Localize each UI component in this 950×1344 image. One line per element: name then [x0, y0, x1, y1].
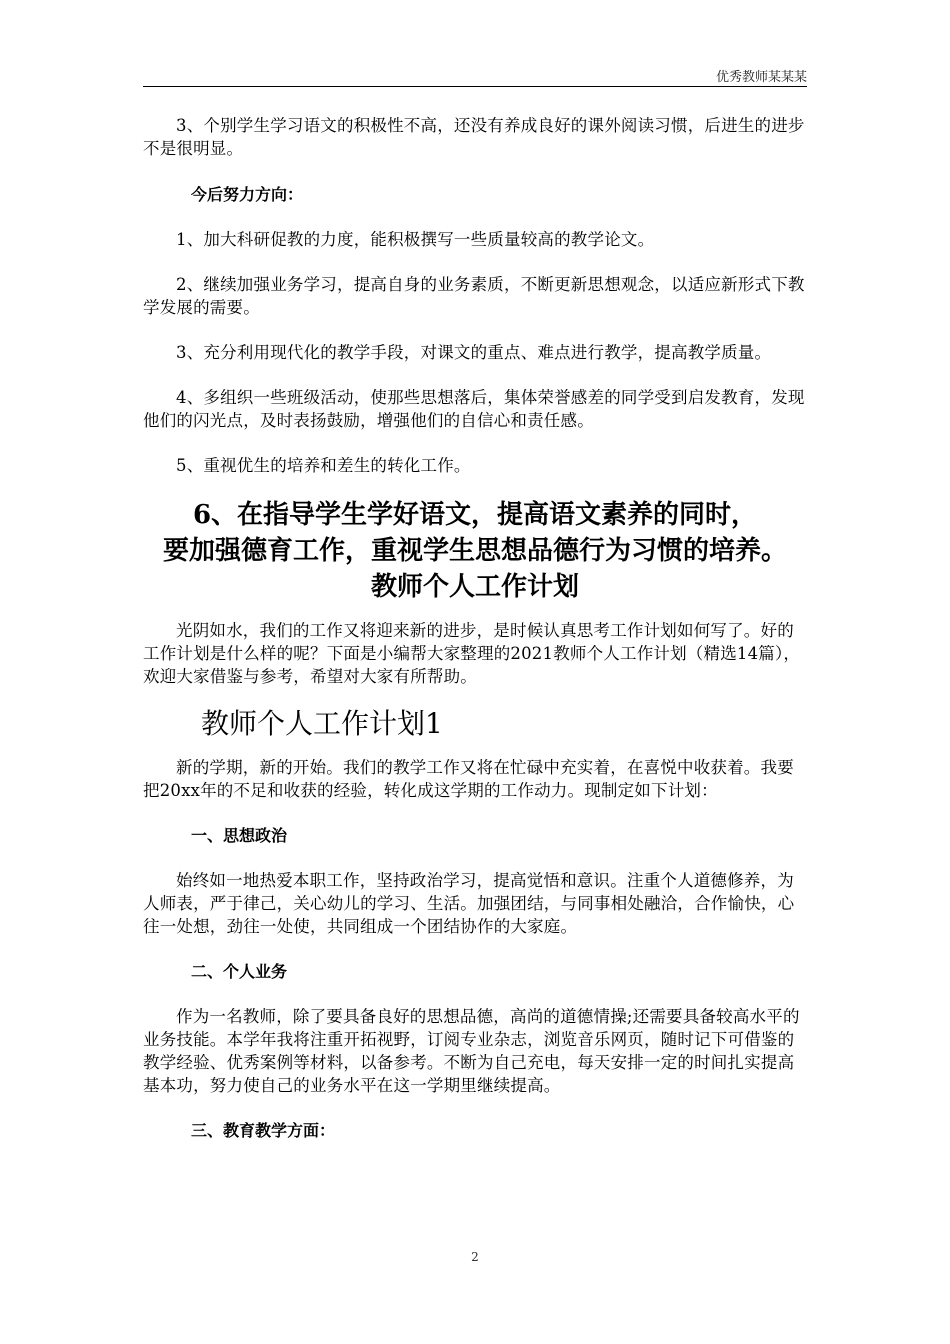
plan-title: 教师个人工作计划1 [201, 707, 443, 740]
big-heading-line-2: 要加强德育工作，重视学生思想品德行为习惯的培养。 [162, 536, 787, 566]
page-number: 2 [471, 1250, 479, 1264]
direction-item-1: 1、加大科研促教的力度，能积极撰写一些质量较高的教学论文。 [176, 230, 655, 249]
intro-paragraph: 光阴如水，我们的工作又将迎来新的进步，是时候认真思考工作计划如何写了。好的工作计划是什么样的呢？下面是小编帮大家整理的2021教师个人工作计划（精选14篇），欢迎大家借鉴与参考，希望对大家有所帮助。 [143, 621, 801, 686]
section-2-heading: 二、个人业务 [191, 962, 288, 981]
paragraph-problem-3: 3、个别学生学习语文的积极性不高，还没有养成良好的课外阅读习惯，后进生的进步不是很明显。 [143, 116, 805, 158]
direction-heading: 今后努力方向： [191, 185, 304, 204]
header-rule [143, 86, 807, 87]
big-heading-line-1: 6、在指导学生学好语文，提高语文素养的同时， [192, 500, 758, 530]
document-body [143, 114, 807, 1142]
section-1-heading: 一、思想政治 [191, 826, 288, 845]
plan-intro: 新的学期，新的开始。我们的教学工作又将在忙碌中充实着，在喜悦中收获着。我要把20xx年的不足和收获的经验，转化成这学期的工作动力。现制定如下计划： [143, 758, 794, 800]
direction-item-5: 5、重视优生的培养和差生的转化工作。 [176, 456, 471, 475]
section-3-heading: 三、教育教学方面： [191, 1121, 336, 1140]
section-2-body: 作为一名教师，除了要具备良好的思想品德，高尚的道德情操;还需要具备较高水平的业务技能。本学年我将注重开拓视野，订阅专业杂志，浏览音乐网页，随时记下可借鉴的教学经验、优秀案例等材料，以备参考。不断为自己充电，每天安排一定的时间扎实提高基本功，努力使自己的业务水平在这一学期里继续提高。 [143, 1007, 800, 1095]
big-heading-line-3: 教师个人工作计划 [370, 572, 579, 602]
header-author: 优秀教师某某某 [715, 70, 807, 85]
direction-item-2: 2、继续加强业务学习，提高自身的业务素质，不断更新思想观念，以适应新形式下教学发展的需要。 [143, 275, 805, 317]
direction-item-3: 3、充分利用现代化的教学手段，对课文的重点、难点进行教学，提高教学质量。 [176, 343, 772, 362]
section-1-body: 始终如一地热爱本职工作，坚持政治学习，提高觉悟和意识。注重个人道德修养，为人师表，严于律己，关心幼儿的学习、生活。加强团结，与同事相处融洽，合作愉快，心往一处想，劲往一处使，共同组成一个团结协作的大家庭。 [143, 871, 795, 936]
direction-item-4: 4、多组织一些班级活动，使那些思想落后，集体荣誉感差的同学受到启发教育，发现他们的闪光点，及时表扬鼓励，增强他们的自信心和责任感。 [143, 388, 805, 430]
